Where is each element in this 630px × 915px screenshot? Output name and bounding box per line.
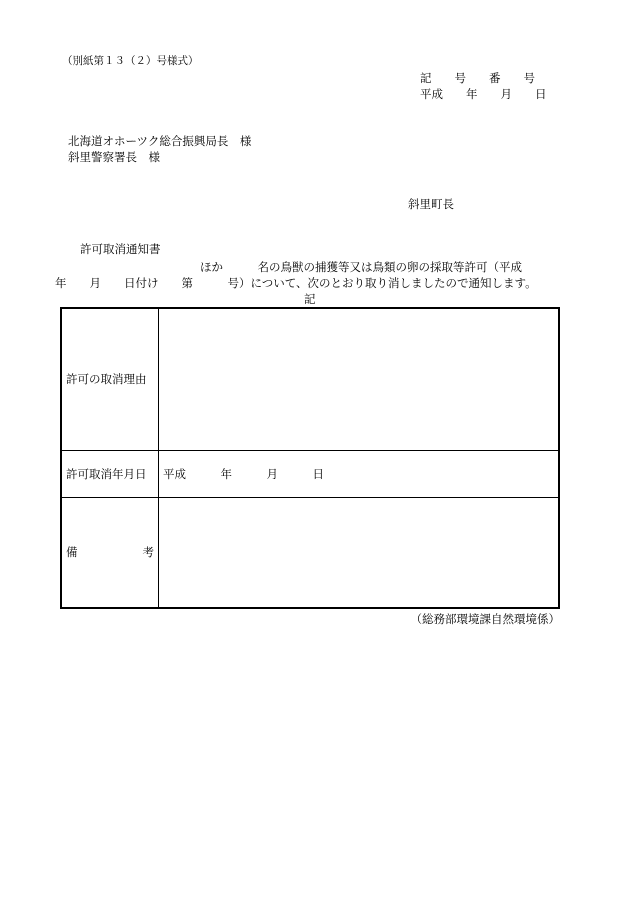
addressee-1: 北海道オホーツク総合振興局長 様: [68, 134, 252, 148]
revocation-reason-label: 許可の取消理由: [61, 308, 159, 450]
remarks-label: [61, 497, 159, 608]
addressee-2: 斜里警察署長 様: [68, 150, 160, 164]
document-number-label: 記 号 番 号: [420, 71, 535, 85]
body-text-line-1: ほか 名の鳥獣の捕獲等又は鳥類の卵の採取等許可（平成: [200, 260, 522, 274]
revocation-date-label: 許可取消年月日: [61, 450, 159, 497]
ki-heading: 記: [304, 292, 316, 306]
document-title: 許可取消通知書: [80, 242, 161, 256]
revocation-table: [60, 307, 560, 609]
remarks-label-text: [66, 544, 154, 560]
issue-date: 平成 年 月 日: [420, 87, 547, 101]
remarks-label-char-2: 考: [142, 545, 154, 560]
sender-name: 斜里町長: [408, 197, 454, 211]
table-row: [61, 497, 559, 608]
revocation-date-field[interactable]: 平成 年 月 日: [159, 450, 560, 497]
table-row: [61, 450, 559, 497]
form-number: （別紙第１３（２）号様式）: [62, 55, 199, 67]
body-text-line-2: 年 月 日付け 第 号）について、次のとおり取り消しましたので通知します。: [55, 276, 537, 290]
remarks-label-char-1: 備: [66, 545, 78, 560]
department-note: （総務部環境課自然環境係）: [410, 612, 560, 626]
revocation-reason-field[interactable]: [159, 308, 560, 450]
table-row: [61, 308, 559, 450]
remarks-field[interactable]: [159, 497, 560, 608]
